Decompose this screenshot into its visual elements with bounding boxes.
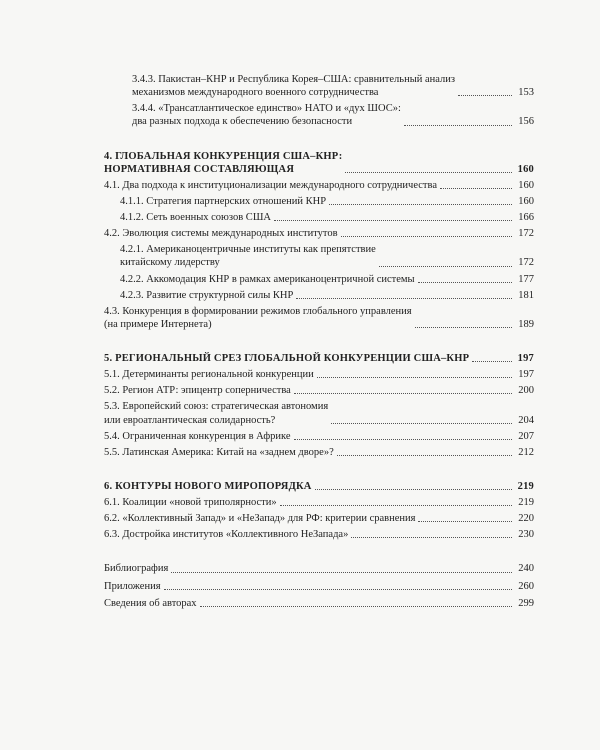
leader-dots xyxy=(440,188,512,189)
toc-page-number: 200 xyxy=(518,385,534,397)
leader-dots xyxy=(472,361,512,362)
toc-page-number: 260 xyxy=(518,580,534,592)
toc-chapter-4[interactable] xyxy=(104,150,534,176)
toc-entry-authors[interactable] xyxy=(104,597,534,610)
leader-dots xyxy=(404,125,512,126)
leader-dots xyxy=(317,377,512,378)
toc-entry-title: 4.2.2. Аккомодация КНР в рамках американоцентричной системы xyxy=(120,273,415,285)
toc-entry-title: 6. КОНТУРЫ НОВОГО МИРОПОРЯДКА xyxy=(104,480,312,492)
toc-entry-title: 4.1.1. Стратегия партнерских отношений КНР xyxy=(120,195,327,207)
leader-dots xyxy=(200,606,512,607)
toc-entry-title: 4.2.1. Американоцентричные институты как препятствие китайскому лидерству xyxy=(120,244,376,269)
toc-page-number: 166 xyxy=(518,212,534,223)
toc-entry-title: 4.2. Эволюция системы международных институтов xyxy=(104,228,338,240)
toc-entry-4-1-2[interactable] xyxy=(104,211,534,224)
toc-entry-title: 5. РЕГИОНАЛЬНЫЙ СРЕЗ ГЛОБАЛЬНОЙ КОНКУРЕНЦИИ США–КНР xyxy=(104,353,470,364)
toc-entry-title: 5.5. Латинская Америка: Китай на «заднем дворе»? xyxy=(104,446,334,458)
toc-page-number: 219 xyxy=(517,480,534,492)
leader-dots xyxy=(171,572,512,573)
toc-entry-5-2[interactable] xyxy=(104,384,534,397)
leader-dots xyxy=(379,266,512,267)
toc-entry-3-4-3[interactable] xyxy=(104,73,534,99)
toc-entry-5-3[interactable] xyxy=(104,400,534,426)
toc-page-number: 207 xyxy=(518,430,534,442)
toc-entry-title: 6.2. «Коллективный Запад» и «НеЗапад» для РФ: критерии сравнения xyxy=(104,513,416,525)
leader-dots xyxy=(418,521,512,522)
toc-page-number: 177 xyxy=(518,273,534,285)
toc-page-number: 230 xyxy=(518,529,534,541)
leader-dots xyxy=(418,282,512,283)
leader-dots xyxy=(351,537,512,538)
toc-page-number: 299 xyxy=(518,597,534,609)
toc-entry-title: Библиография xyxy=(104,563,169,575)
toc-page-number: 220 xyxy=(518,513,534,525)
toc-page-number: 160 xyxy=(517,163,534,175)
toc-entry-title: Сведения об авторах xyxy=(104,597,197,609)
toc-page-number: 219 xyxy=(518,497,534,508)
table-of-contents xyxy=(104,73,534,614)
leader-dots xyxy=(296,298,512,299)
toc-entry-title: 4.1.2. Сеть военных союзов США xyxy=(120,212,271,223)
toc-entry-title: 5.2. Регион АТР: эпицентр соперничества xyxy=(104,385,291,397)
toc-entry-4-1-1[interactable] xyxy=(104,195,534,208)
toc-entry-title: 4.1. Два подхода к институционализации международного сотрудничества xyxy=(104,179,437,191)
leader-dots xyxy=(345,172,512,173)
toc-page-number: 172 xyxy=(518,228,534,240)
toc-page-number: 156 xyxy=(518,116,534,128)
toc-entry-title: 5.4. Ограниченная конкуренция в Африке xyxy=(104,430,291,442)
leader-dots xyxy=(458,95,512,96)
toc-chapter-6[interactable] xyxy=(104,480,534,493)
toc-entry-title: 5.1. Детерминанты региональной конкуренции xyxy=(104,369,314,381)
toc-entry-title: 6.1. Коалиции «новой триполярности» xyxy=(104,497,277,508)
toc-page-number: 204 xyxy=(518,414,534,426)
toc-entry-appendices[interactable] xyxy=(104,580,534,593)
toc-page-number: 197 xyxy=(517,353,534,364)
toc-entry-5-1[interactable] xyxy=(104,368,534,381)
toc-page-number: 240 xyxy=(518,563,534,575)
toc-entry-title: 4. ГЛОБАЛЬНАЯ КОНКУРЕНЦИЯ США–КНР: НОРМАТИВНАЯ СОСТАВЛЯЮЩАЯ xyxy=(104,150,343,175)
leader-dots xyxy=(329,204,512,205)
toc-entry-title: 5.3. Европейский союз: стратегическая автономия или евроатлантическая солидарность? xyxy=(104,401,329,426)
toc-entry-4-3[interactable] xyxy=(104,305,534,331)
toc-entry-3-4-4[interactable] xyxy=(104,102,534,128)
toc-page-number: 160 xyxy=(518,195,534,207)
toc-entry-6-3[interactable] xyxy=(104,528,534,541)
section-gap xyxy=(104,334,534,352)
toc-page-number: 212 xyxy=(518,446,534,458)
leader-dots xyxy=(164,589,512,590)
toc-page-number: 153 xyxy=(518,87,534,99)
toc-entry-title: Приложения xyxy=(104,580,161,592)
leader-dots xyxy=(294,393,512,394)
toc-page-number: 160 xyxy=(518,179,534,191)
leader-dots xyxy=(294,439,512,440)
section-gap xyxy=(104,544,534,562)
section-gap xyxy=(104,132,534,150)
toc-entry-title: 4.3. Конкуренция в формировании режимов глобального управления (на примере Интернета) xyxy=(104,305,412,330)
toc-chapter-5[interactable] xyxy=(104,352,534,365)
toc-entry-title: 4.2.3. Развитие структурной силы КНР xyxy=(120,289,294,301)
leader-dots xyxy=(415,327,512,328)
toc-entry-title: 6.3. Достройка институтов «Коллективного НеЗапада» xyxy=(104,529,349,541)
toc-entry-title: 3.4.3. Пакистан–КНР и Республика Корея–США: сравнительный анализ механизмов международного военного сотрудничества xyxy=(132,74,456,99)
leader-dots xyxy=(315,489,512,490)
toc-entry-6-1[interactable] xyxy=(104,496,534,509)
toc-entry-bibliography[interactable] xyxy=(104,562,534,575)
toc-entry-4-2-1[interactable] xyxy=(104,243,534,269)
toc-page-number: 172 xyxy=(518,257,534,269)
leader-dots xyxy=(274,220,512,221)
toc-page-number: 189 xyxy=(518,318,534,330)
toc-entry-title: 3.4.4. «Трансатлантическое единство» НАТО и «дух ШОС»: два разных подхода к обеспечению безопасности xyxy=(132,103,401,128)
toc-entry-6-2[interactable] xyxy=(104,512,534,525)
toc-entry-4-2[interactable] xyxy=(104,227,534,240)
toc-entry-5-4[interactable] xyxy=(104,430,534,443)
toc-entry-4-2-3[interactable] xyxy=(104,289,534,302)
toc-entry-4-1[interactable] xyxy=(104,179,534,192)
leader-dots xyxy=(331,423,512,424)
leader-dots xyxy=(341,236,512,237)
leader-dots xyxy=(280,505,512,506)
toc-page-number: 197 xyxy=(518,369,534,381)
section-gap xyxy=(104,462,534,480)
toc-entry-5-5[interactable] xyxy=(104,446,534,459)
toc-entry-4-2-2[interactable] xyxy=(104,273,534,286)
leader-dots xyxy=(337,455,512,456)
toc-page-number: 181 xyxy=(518,289,534,301)
